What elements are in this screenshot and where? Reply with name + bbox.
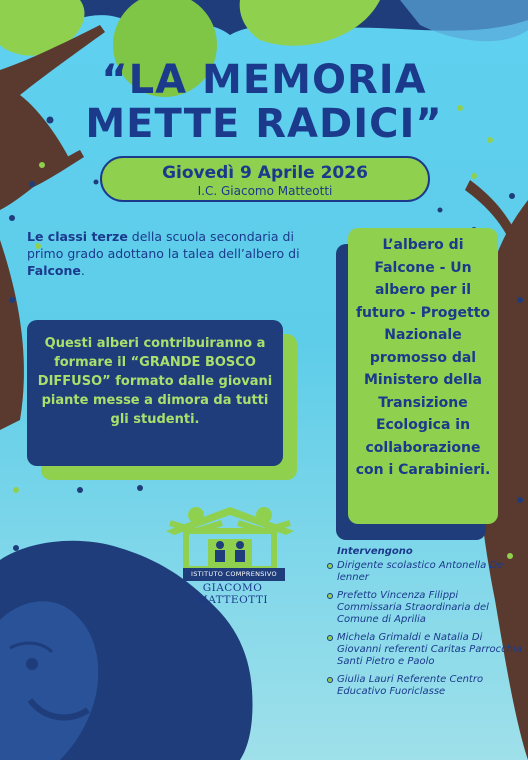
- logo-door: [208, 539, 252, 569]
- logo-child-right-head: [236, 541, 244, 549]
- intro-text-middle: della scuola secondaria di primo grado adottano la talea dell’albero di: [27, 229, 300, 261]
- bullet-icon: [327, 677, 333, 683]
- logo-child-left-body: [215, 550, 225, 562]
- logo-name: GIACOMO MATTEOTTI: [196, 582, 269, 606]
- speaker-text: Dirigente scolastico Antonella De lenner: [337, 560, 504, 583]
- leaf-blob-right: [240, 0, 380, 46]
- bullet-icon: [327, 635, 333, 641]
- leaf-blob-far-right: [400, 0, 528, 41]
- left-trunk: [0, 240, 24, 430]
- title-line-2: METTE RADICI”: [85, 101, 443, 147]
- forest-box-text: Questi alberi contribuiranno a formare il “GRANDE BOSCO DIFFUSO” formato dalle giovani piante messe a dimora da tutti gli studenti.: [37, 336, 273, 427]
- speaker-item: [325, 590, 525, 626]
- school-name: I.C. Giacomo Matteotti: [197, 184, 333, 198]
- intro-bold-end: Falcone: [27, 263, 81, 278]
- bullet-icon: [327, 593, 333, 599]
- dot: [94, 180, 99, 185]
- dot: [517, 297, 523, 303]
- logo-child-right-body: [235, 550, 245, 562]
- speaker-text: Giulia Lauri Referente Centro Educativo Fuoriclasse: [337, 674, 484, 697]
- forest-box: [27, 320, 283, 466]
- speaker-text: Michela Grimaldi e Natalia Di Giovanni referenti Caritas Parrocchia Santi Pietro e Paolo: [337, 632, 522, 667]
- event-date: Giovedì 9 Aprile 2026: [162, 163, 368, 183]
- dot: [39, 162, 45, 168]
- logo-head-right: [256, 507, 272, 523]
- logo-label: ISTITUTO COMPRENSIVO: [183, 568, 285, 581]
- title-line-1: “LA MEMORIA: [101, 57, 427, 103]
- dot: [13, 545, 19, 551]
- date-pill: [100, 156, 430, 202]
- dot: [77, 487, 83, 493]
- logo-head-left: [188, 507, 204, 523]
- speaker-item: [325, 560, 525, 584]
- speaker-item: [325, 674, 525, 698]
- portrait-eye: [26, 658, 38, 670]
- bullet-icon: [327, 563, 333, 569]
- dot: [509, 193, 515, 199]
- dot: [9, 215, 15, 221]
- dot: [137, 485, 143, 491]
- project-box-text: L’albero di Falcone - Un albero per il futuro - Progetto Nazionale promosso dal Ministero della Transizione Ecologica in collaborazione con i Carabinieri.: [355, 237, 491, 478]
- speakers-list: [325, 546, 525, 704]
- intro-bold-start: Le classi terze: [27, 229, 128, 244]
- dot: [517, 497, 523, 503]
- intro-paragraph: [27, 228, 307, 279]
- dot: [438, 208, 443, 213]
- intro-text-end: .: [80, 263, 85, 278]
- dot: [29, 181, 35, 187]
- project-box: [348, 228, 498, 524]
- school-logo-icon: [160, 505, 300, 569]
- speaker-item: [325, 632, 525, 668]
- logo-child-left-head: [216, 541, 224, 549]
- dot: [471, 173, 477, 179]
- dot: [9, 297, 15, 303]
- dot: [13, 487, 19, 493]
- speakers-heading: Intervengono: [337, 546, 413, 557]
- speaker-text: Prefetto Vincenza Filippi Commissaria Straordinaria del Comune di Aprilia: [337, 590, 489, 625]
